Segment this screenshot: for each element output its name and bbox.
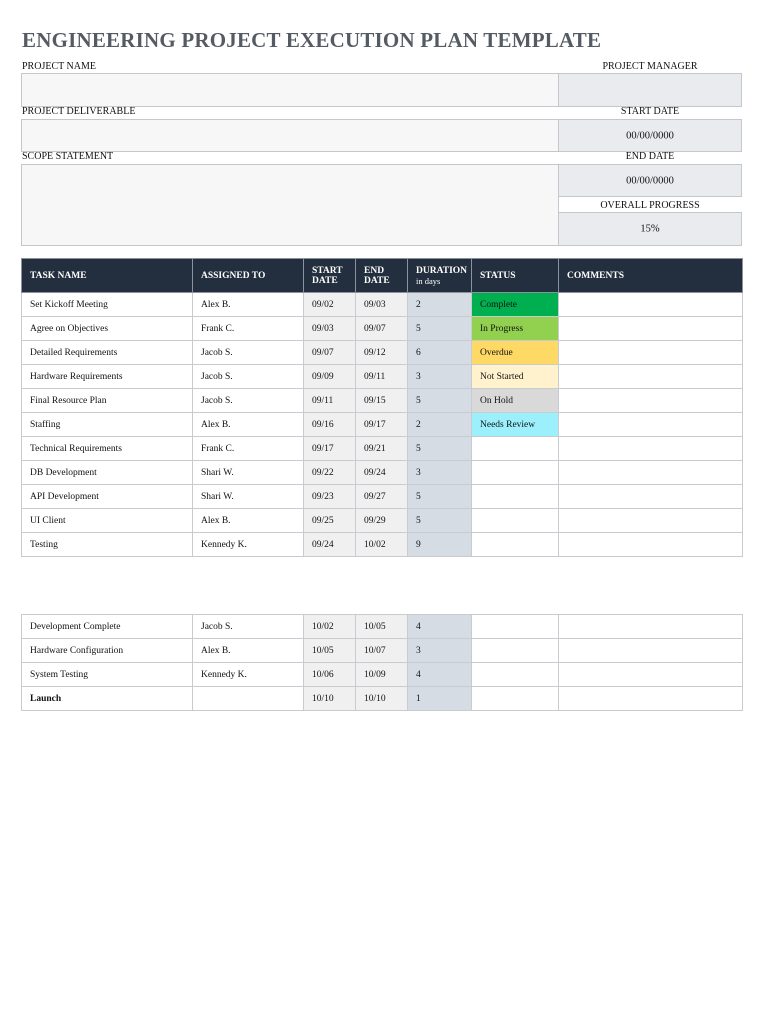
project-name-field[interactable] <box>21 73 559 107</box>
header-end-date <box>356 259 408 293</box>
end-date-cell[interactable]: 09/11 <box>356 365 408 389</box>
task-name-cell[interactable]: Staffing <box>22 413 193 437</box>
assigned-to-cell[interactable]: Jacob S. <box>193 615 304 639</box>
header-duration-sub: in days <box>416 275 441 286</box>
task-name-cell[interactable]: System Testing <box>22 663 193 687</box>
status-cell[interactable] <box>472 533 559 557</box>
end-date-cell[interactable]: 10/10 <box>356 687 408 711</box>
overall-progress-field[interactable] <box>558 212 742 246</box>
assigned-to-cell[interactable]: Kennedy K. <box>193 533 304 557</box>
table-row <box>22 533 743 557</box>
start-date-cell[interactable]: 10/05 <box>304 639 356 663</box>
table-row <box>22 485 743 509</box>
header-end-line1: END <box>364 265 385 276</box>
end-date-cell[interactable]: 09/24 <box>356 461 408 485</box>
status-cell[interactable] <box>472 615 559 639</box>
status-cell[interactable]: Not Started <box>472 365 559 389</box>
task-table-continued <box>21 614 743 711</box>
duration-cell[interactable]: 2 <box>408 413 472 437</box>
status-cell[interactable] <box>472 461 559 485</box>
overall-progress-label: OVERALL PROGRESS <box>600 200 700 211</box>
task-name-cell[interactable]: API Development <box>22 485 193 509</box>
comments-cell[interactable] <box>559 485 743 509</box>
duration-cell[interactable]: 5 <box>408 389 472 413</box>
status-cell[interactable] <box>472 437 559 461</box>
header-comments: COMMENTS <box>559 259 743 293</box>
start-date-cell[interactable]: 10/10 <box>304 687 356 711</box>
scope-statement-label: SCOPE STATEMENT <box>22 151 114 162</box>
status-cell[interactable] <box>472 485 559 509</box>
header-end-line2: DATE <box>364 275 390 286</box>
duration-cell[interactable]: 6 <box>408 341 472 365</box>
start-date-cell[interactable]: 09/03 <box>304 317 356 341</box>
end-date-value: 00/00/0000 <box>626 175 674 186</box>
start-date-cell[interactable]: 09/16 <box>304 413 356 437</box>
assigned-to-cell[interactable]: Jacob S. <box>193 365 304 389</box>
end-date-cell[interactable]: 10/05 <box>356 615 408 639</box>
table-row <box>22 509 743 533</box>
project-name-label: PROJECT NAME <box>22 61 96 72</box>
table-row <box>22 389 743 413</box>
start-date-cell[interactable]: 09/07 <box>304 341 356 365</box>
start-date-cell[interactable]: 09/09 <box>304 365 356 389</box>
task-name-cell[interactable]: Technical Requirements <box>22 437 193 461</box>
end-date-cell[interactable]: 09/03 <box>356 293 408 317</box>
task-name-cell[interactable]: Hardware Requirements <box>22 365 193 389</box>
task-name-cell[interactable]: Hardware Configuration <box>22 639 193 663</box>
comments-cell[interactable] <box>559 389 743 413</box>
comments-cell[interactable] <box>559 413 743 437</box>
duration-cell[interactable]: 9 <box>408 533 472 557</box>
status-cell[interactable] <box>472 687 559 711</box>
assigned-to-cell[interactable]: Alex B. <box>193 509 304 533</box>
start-date-cell[interactable]: 09/17 <box>304 437 356 461</box>
task-name-cell[interactable]: Development Complete <box>22 615 193 639</box>
status-cell[interactable]: Overdue <box>472 341 559 365</box>
duration-cell[interactable]: 4 <box>408 663 472 687</box>
end-date-label: END DATE <box>625 151 675 162</box>
duration-cell[interactable]: 3 <box>408 461 472 485</box>
duration-cell[interactable]: 5 <box>408 485 472 509</box>
comments-cell[interactable] <box>559 437 743 461</box>
end-date-cell[interactable]: 09/07 <box>356 317 408 341</box>
end-date-cell[interactable]: 10/07 <box>356 639 408 663</box>
start-date-field[interactable] <box>558 119 742 152</box>
assigned-to-cell[interactable]: Kennedy K. <box>193 663 304 687</box>
start-date-value: 00/00/0000 <box>626 130 674 141</box>
start-date-cell[interactable]: 09/22 <box>304 461 356 485</box>
end-date-cell[interactable]: 09/15 <box>356 389 408 413</box>
status-cell[interactable]: Needs Review <box>472 413 559 437</box>
table-row <box>22 687 743 711</box>
start-date-cell[interactable]: 10/02 <box>304 615 356 639</box>
duration-cell[interactable]: 5 <box>408 317 472 341</box>
header-status: STATUS <box>472 259 559 293</box>
project-manager-field[interactable] <box>558 73 742 107</box>
assigned-to-cell[interactable]: Jacob S. <box>193 389 304 413</box>
header-assigned-to: ASSIGNED TO <box>193 259 304 293</box>
header-duration-label: DURATION <box>416 265 468 276</box>
assigned-to-cell[interactable]: Frank C. <box>193 317 304 341</box>
comments-cell[interactable] <box>559 533 743 557</box>
task-name-cell[interactable]: Final Resource Plan <box>22 389 193 413</box>
status-cell[interactable]: Complete <box>472 293 559 317</box>
end-date-cell[interactable]: 09/17 <box>356 413 408 437</box>
table-row <box>22 317 743 341</box>
end-date-cell[interactable]: 10/09 <box>356 663 408 687</box>
task-name-cell[interactable]: Agree on Objectives <box>22 317 193 341</box>
comments-cell[interactable] <box>559 663 743 687</box>
duration-cell[interactable]: 4 <box>408 615 472 639</box>
start-date-cell[interactable]: 09/25 <box>304 509 356 533</box>
assigned-to-cell[interactable]: Alex B. <box>193 413 304 437</box>
header-start-date <box>304 259 356 293</box>
comments-cell[interactable] <box>559 341 743 365</box>
duration-cell[interactable]: 2 <box>408 293 472 317</box>
comments-cell[interactable] <box>559 639 743 663</box>
assigned-to-cell[interactable]: Frank C. <box>193 437 304 461</box>
start-date-cell[interactable]: 09/11 <box>304 389 356 413</box>
assigned-to-cell[interactable]: Alex B. <box>193 293 304 317</box>
status-cell[interactable]: In Progress <box>472 317 559 341</box>
table-row <box>22 461 743 485</box>
start-date-cell[interactable]: 10/06 <box>304 663 356 687</box>
task-name-cell[interactable]: DB Development <box>22 461 193 485</box>
table-row <box>22 413 743 437</box>
table-row <box>22 639 743 663</box>
start-date-label: START DATE <box>620 106 680 117</box>
project-deliverable-label: PROJECT DELIVERABLE <box>22 106 136 117</box>
overall-progress-value: 15% <box>640 223 660 235</box>
start-date-cell[interactable]: 09/02 <box>304 293 356 317</box>
task-name-cell[interactable]: Set Kickoff Meeting <box>22 293 193 317</box>
status-cell[interactable] <box>472 663 559 687</box>
assigned-to-cell[interactable]: Jacob S. <box>193 341 304 365</box>
start-date-cell[interactable]: 09/23 <box>304 485 356 509</box>
assigned-to-cell[interactable]: Shari W. <box>193 461 304 485</box>
table-row <box>22 293 743 317</box>
comments-cell[interactable] <box>559 615 743 639</box>
comments-cell[interactable] <box>559 509 743 533</box>
assigned-to-cell[interactable]: Shari W. <box>193 485 304 509</box>
table-row <box>22 615 743 639</box>
task-name-cell[interactable]: Detailed Requirements <box>22 341 193 365</box>
header-duration <box>408 259 472 293</box>
duration-cell[interactable]: 5 <box>408 437 472 461</box>
table-row <box>22 365 743 389</box>
end-date-field[interactable] <box>558 164 742 197</box>
page-title: ENGINEERING PROJECT EXECUTION PLAN TEMPLATE <box>22 28 602 52</box>
duration-cell[interactable]: 1 <box>408 687 472 711</box>
task-name-cell[interactable]: Testing <box>22 533 193 557</box>
scope-statement-field[interactable] <box>21 164 559 246</box>
duration-cell[interactable]: 3 <box>408 639 472 663</box>
table-row <box>22 341 743 365</box>
header-start-line2: DATE <box>312 275 338 286</box>
task-name-cell[interactable]: Launch <box>22 687 193 711</box>
project-manager-label: PROJECT MANAGER <box>602 61 698 72</box>
end-date-cell[interactable]: 09/21 <box>356 437 408 461</box>
header-task-name: TASK NAME <box>22 259 193 293</box>
assigned-to-cell[interactable]: Alex B. <box>193 639 304 663</box>
comments-cell[interactable] <box>559 687 743 711</box>
comments-cell[interactable] <box>559 365 743 389</box>
start-date-cell[interactable]: 09/24 <box>304 533 356 557</box>
status-cell[interactable]: On Hold <box>472 389 559 413</box>
status-cell[interactable] <box>472 639 559 663</box>
table-row <box>22 663 743 687</box>
comments-cell[interactable] <box>559 293 743 317</box>
assigned-to-cell[interactable] <box>193 687 304 711</box>
project-deliverable-field[interactable] <box>21 119 559 152</box>
end-date-cell[interactable]: 10/02 <box>356 533 408 557</box>
comments-cell[interactable] <box>559 317 743 341</box>
duration-cell[interactable]: 5 <box>408 509 472 533</box>
comments-cell[interactable] <box>559 461 743 485</box>
status-cell[interactable] <box>472 509 559 533</box>
task-name-cell[interactable]: UI Client <box>22 509 193 533</box>
end-date-cell[interactable]: 09/12 <box>356 341 408 365</box>
table-row <box>22 437 743 461</box>
end-date-cell[interactable]: 09/27 <box>356 485 408 509</box>
end-date-cell[interactable]: 09/29 <box>356 509 408 533</box>
header-start-line1: START <box>312 265 343 276</box>
task-table <box>21 258 743 557</box>
duration-cell[interactable]: 3 <box>408 365 472 389</box>
